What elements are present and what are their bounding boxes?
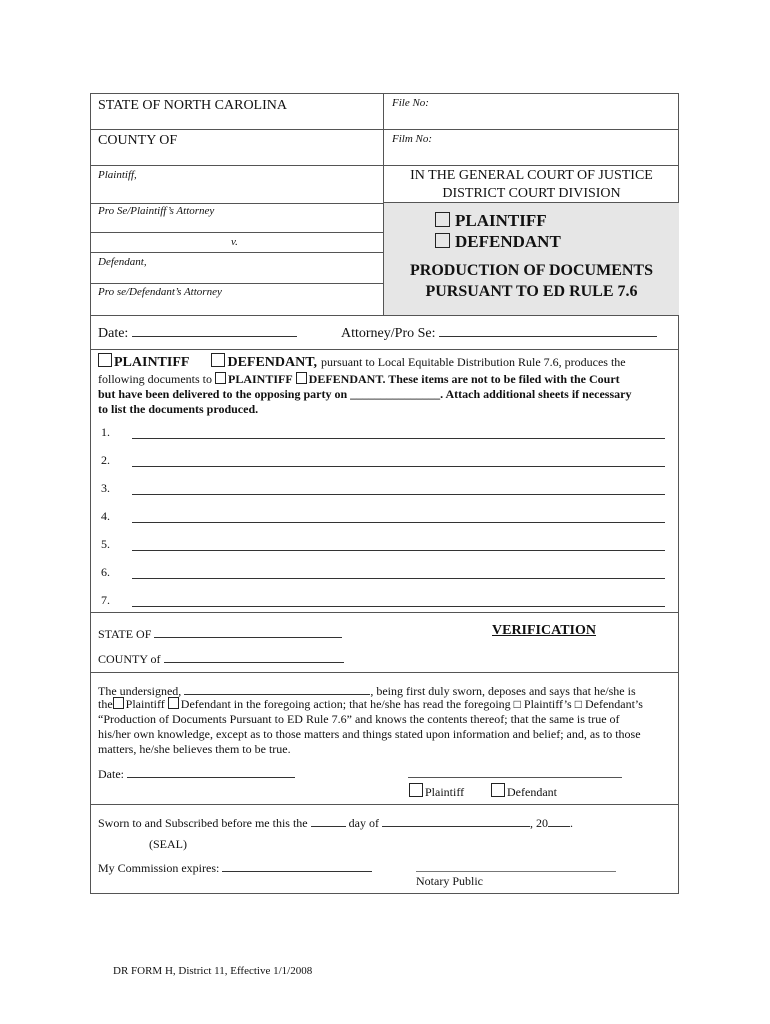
defendant-attorney-label: Pro se/Defendant’s Attorney [98,286,222,298]
day-input[interactable] [311,814,346,827]
item-number: 4. [101,509,110,523]
verification-line-1: The undersigned, , being first duly sworn, deposes and says that he/she is [98,684,636,698]
production-line-4: to list the documents produced. [98,402,259,416]
item-line[interactable] [132,522,665,523]
production-line-1: PLAINTIFF DEFENDANT, pursuant to Local Equitable Distribution Rule 7.6, produces the [98,353,626,371]
notary-public-label: Notary Public [416,874,483,888]
state-label: STATE OF NORTH CAROLINA [98,98,287,113]
plaintiff-label: Plaintiff, [98,169,137,181]
row-line [91,672,679,673]
plaintiff-attorney-label: Pro Se/Plaintiff’s Attorney [98,205,215,217]
defendant-label: Defendant, [98,256,147,268]
signature-defendant[interactable]: Defendant [491,783,557,800]
item-number: 7. [101,593,110,607]
row-line [91,804,679,805]
row-line [91,165,679,166]
row-line [91,203,383,204]
verification-line-3: “Production of Documents Pursuant to ED Rule 7.6” and knows the contents thereof; that the same is true of [98,712,620,726]
county-label: COUNTY OF [98,133,178,148]
option-plaintiff[interactable]: PLAINTIFF [435,211,547,231]
month-input[interactable] [382,814,530,827]
checkbox-icon[interactable] [409,783,423,797]
row-line [384,202,679,203]
caption-divider [383,94,384,315]
item-line[interactable] [132,606,665,607]
signature-line[interactable] [408,777,622,778]
checkbox-icon[interactable] [211,353,225,367]
attorney-input[interactable] [439,324,657,337]
checkbox-icon[interactable] [98,353,112,367]
item-line[interactable] [132,550,665,551]
verification-state[interactable]: STATE OF [98,625,342,642]
checkbox-icon[interactable] [168,697,179,709]
checkbox-icon[interactable] [435,233,450,248]
date-input[interactable] [132,324,297,337]
row-line [91,232,383,233]
notary-signature-line[interactable] [416,871,616,872]
item-line[interactable] [132,438,665,439]
seal-label: (SEAL) [149,837,187,851]
checkbox-icon[interactable] [296,372,307,384]
title-line-1: PRODUCTION OF DOCUMENTS [410,262,653,279]
verification-line-4: his/her own knowledge, except as to those matters and things stated upon information and belief; and, as to those [98,727,641,741]
option-defendant[interactable]: DEFENDANT [435,232,561,252]
film-no-label: Film No: [392,133,433,145]
row-line [91,315,679,316]
form-footer: DR FORM H, District 11, Effective 1/1/2008 [113,965,313,977]
court-line-1: IN THE GENERAL COURT OF JUSTICE [410,168,653,183]
production-line-3: but have been delivered to the opposing party on _______________. Attach additional sheets if necessary [98,387,632,401]
checkbox-icon[interactable] [491,783,505,797]
row-line [91,129,679,130]
row-line [91,252,383,253]
checkbox-icon[interactable] [113,697,124,709]
commission-input[interactable] [222,859,372,872]
row-line [91,612,679,613]
item-number: 3. [101,481,110,495]
attorney-field[interactable]: Attorney/Pro Se: [341,324,657,342]
verification-date-input[interactable] [127,765,295,778]
item-line[interactable] [132,466,665,467]
row-line [91,349,679,350]
item-line[interactable] [132,494,665,495]
court-line-2: DISTRICT COURT DIVISION [442,186,621,201]
checkbox-icon[interactable] [435,212,450,227]
verification-line-2: the Plaintiff Defendant in the foregoing action; that he/she has read the foregoing □ Plaintiff’s □ Defendant’s [98,697,643,711]
item-number: 6. [101,565,110,579]
date-field[interactable]: Date: [98,324,297,342]
undersigned-input[interactable] [184,682,370,695]
verification-line-5: matters, he/she believes them to be true. [98,742,291,756]
year-input[interactable] [548,814,570,827]
verification-heading: VERIFICATION [492,623,596,638]
row-line [91,283,383,284]
item-line[interactable] [132,578,665,579]
sworn-line: Sworn to and Subscribed before me this the day of , 20 . [98,816,573,830]
commission-field[interactable]: My Commission expires: [98,859,372,876]
state-input[interactable] [154,625,342,638]
production-line-2: following documents to PLAINTIFF DEFENDANT. These items are not to be filed with the Court [98,372,620,386]
file-no-label: File No: [392,97,429,109]
title-line-2: PURSUANT TO ED RULE 7.6 [425,283,638,300]
verification-date[interactable]: Date: [98,765,295,782]
verification-county[interactable]: COUNTY of [98,650,344,667]
item-number: 5. [101,537,110,551]
county-input[interactable] [164,650,344,663]
item-number: 1. [101,425,110,439]
signature-plaintiff[interactable]: Plaintiff [409,783,464,800]
checkbox-icon[interactable] [215,372,226,384]
court-form [90,93,679,894]
versus-label: v. [231,236,238,248]
item-number: 2. [101,453,110,467]
